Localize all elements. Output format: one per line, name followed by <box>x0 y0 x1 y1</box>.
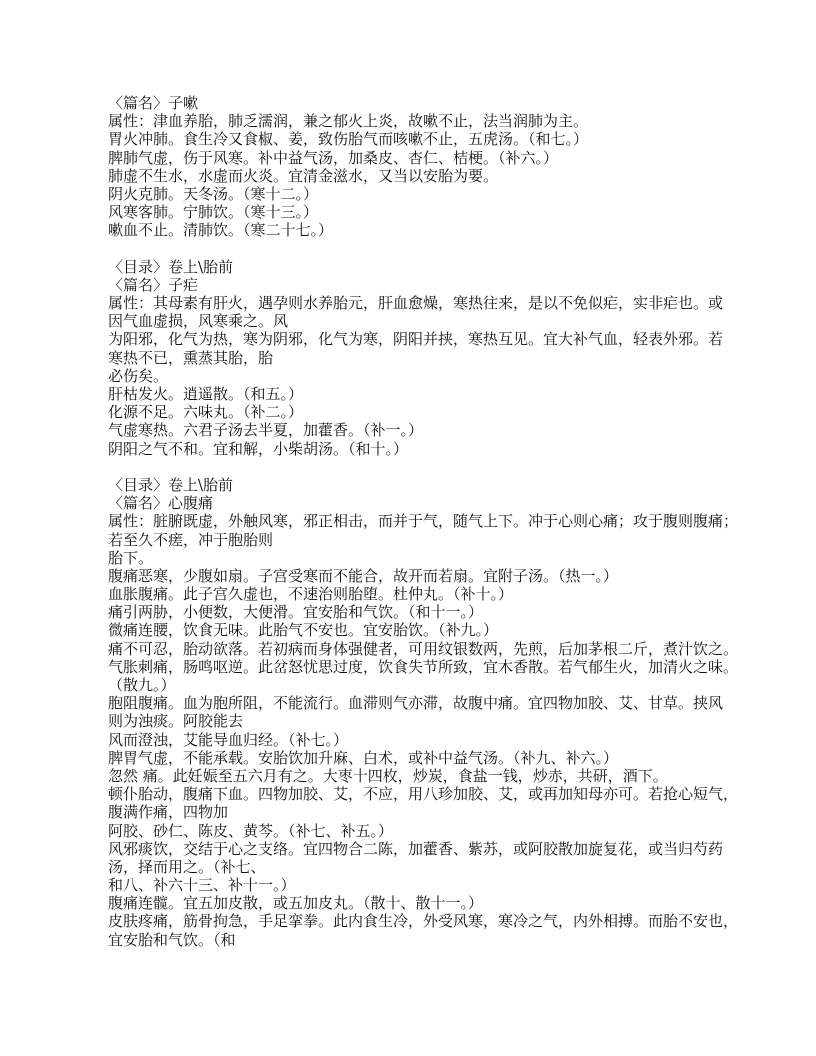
text-line: 痛引两胁，小便数，大便滑。宜安胎和气饮。（和十一。） <box>108 603 484 622</box>
text-line: 属性：其母素有肝火，遇孕则水养胎元，肝血愈燥，寒热往来，是以不免似疟，实非疟也。或 <box>108 294 724 313</box>
section-spacer <box>108 458 728 476</box>
text-line: 气胀刺痛，肠鸣呕逆。此岔怒忧思过度，饮食失节所致，宜木香散。若气郁生火，加清火之味。 <box>108 657 739 676</box>
text-line: 风寒客肺。宁肺饮。（寒十三。） <box>108 203 319 222</box>
text-line: 属性：脏腑既虚，外触风寒，邪正相击，而并于气，随气上下。冲于心则心痛；攻于腹则腹痛； <box>108 512 739 531</box>
section-heading: 〈目录〉卷上\胎前 <box>108 257 234 276</box>
text-line: 为阳邪，化气为热，寒为阴邪，化气为寒，阴阳并挟，寒热互见。宜大补气血，轻表外邪。若 <box>108 330 724 349</box>
text-line: 风而澄浊，艾能导血归经。（补七。） <box>108 730 349 749</box>
text-line: 属性：津血养胎，肺乏濡润，兼之郁火上炎，故嗽不止，法当润肺为主。 <box>108 112 589 131</box>
text-line: 肺虚不生水，水虚而火炎。宜清金滋水，又当以安胎为要。 <box>108 166 499 185</box>
text-line: 汤，择而用之。（补七、 <box>108 857 266 876</box>
text-line: 皮肤疼痛，筋骨拘急，手足挛拳。此内食生冷，外受风寒，寒冷之气，内外相搏。而胎不安也， <box>108 912 739 931</box>
section-spacer <box>108 240 728 258</box>
text-line: 痛不可忍，胎动欲落。若初病而身体强健者，可用纹银数两，先煎，后加茅根二斤，煮汁饮之。 <box>108 639 739 658</box>
document-page <box>108 94 739 949</box>
text-line: 气虚寒热。六君子汤去半夏，加藿香。（补一。） <box>108 421 424 440</box>
text-line: 若至久不瘥，冲于胞胎则 <box>108 530 274 549</box>
text-line: 顿仆胎动，腹痛下血。四物加胶、艾，不应，用八珍加胶、艾，或再加知母亦可。若抢心短气， <box>108 785 739 804</box>
text-line: 脾肺气虚，伤于风寒。补中益气汤，加桑皮、杏仁、桔梗。（补六。） <box>108 148 559 167</box>
text-line: 脾胃气虚，不能承载。安胎饮加升麻、白术，或补中益气汤。（补九、补六。） <box>108 748 619 767</box>
text-line: 〈篇名〉心腹痛 <box>108 494 214 513</box>
text-line: 阿胶、砂仁、陈皮、黄芩。（补七、补五。） <box>108 821 394 840</box>
text-line: 阴阳之气不和。宜和解，小柴胡汤。（和十。） <box>108 439 409 458</box>
text-line: 因气血虚损，风寒乘之。风 <box>108 312 289 331</box>
text-line: 阴火克肺。天冬汤。（寒十二。） <box>108 184 319 203</box>
text-line: 〈篇名〉子疟 <box>108 275 199 294</box>
text-line: 化源不足。六味丸。（补二。） <box>108 403 304 422</box>
section-heading: 〈目录〉卷上\胎前 <box>108 475 234 494</box>
text-line: 胞阻腹痛。血为胞所阻，不能流行。血滞则气亦滞，故腹中痛。宜四物加胶、艾、甘草。挟风 <box>108 694 724 713</box>
document-section <box>108 475 739 949</box>
text-line: 必伤矣。 <box>108 366 169 385</box>
text-line: 血胀腹痛。此子宫久虚也，不速治则胎堕。杜仲丸。（补十。） <box>108 585 514 604</box>
text-line: 忽然 痛。此妊娠至五六月有之。大枣十四枚，炒炭，食盐一钱，炒赤，共研，酒下。 <box>108 766 668 785</box>
text-line: 嗽血不止。清肺饮。（寒二十七。） <box>108 221 334 240</box>
text-line: 腹痛恶寒，少腹如扇。子宫受寒而不能合，故开而若扇。宜附子汤。（热一。） <box>108 566 619 585</box>
text-line: 肝枯发火。逍遥散。（和五。） <box>108 385 304 403</box>
text-line: 风邪痰饮，交结于心之支络。宜四物合二陈，加藿香、紫苏，或阿胶散加旋复花，或当归芍药 <box>108 839 724 858</box>
text-line: 微痛连腰，饮食无味。此胎气不安也。宜安胎饮。（补九。） <box>108 621 499 640</box>
text-line: 腹痛连髋。宜五加皮散，或五加皮丸。（散十、散十一。） <box>108 894 484 913</box>
text-line: 腹满作痛，四物加 <box>108 803 229 822</box>
text-line: （散九。） <box>108 676 176 694</box>
text-line: 寒热不已，熏蒸其胎，胎 <box>108 348 274 367</box>
text-line: 则为浊痰。阿胶能去 <box>108 712 244 731</box>
section-heading: 〈篇名〉子嗽 <box>108 94 199 112</box>
text-line: 胃火冲肺。食生冷又食椒、姜，致伤胎气而咳嗽不止，五虎汤。（和七。） <box>108 130 589 149</box>
text-line: 宜安胎和气饮。（和 <box>108 930 236 949</box>
text-line: 和八、补六十三、补十一。） <box>108 876 296 895</box>
document-section <box>108 258 728 458</box>
document-section <box>108 94 728 240</box>
text-line: 胎下。 <box>108 548 154 567</box>
